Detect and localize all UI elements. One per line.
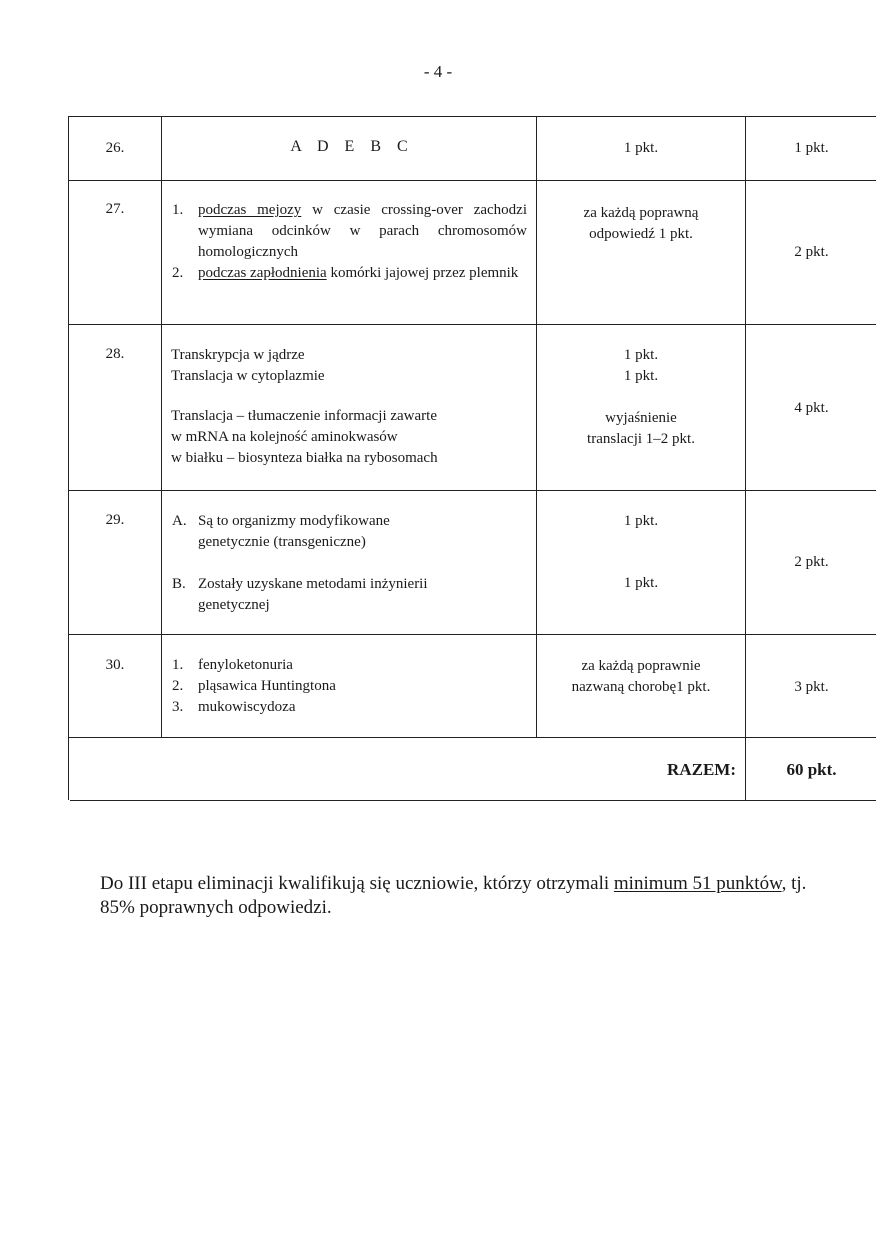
scoring-text: 1 pkt. bbox=[623, 513, 659, 529]
column-border bbox=[745, 116, 746, 800]
total-label: RAZEM: bbox=[667, 760, 736, 779]
scoring-line: wyjaśnienie bbox=[605, 410, 677, 426]
underlined-term: podczas zapłodnienia bbox=[198, 265, 327, 281]
answer-line: Translacja w cytoplazmie bbox=[171, 368, 325, 384]
question-number: 27. bbox=[105, 201, 125, 217]
item-number: 2. bbox=[172, 678, 184, 694]
scoring-line: odpowiedź 1 pkt. bbox=[589, 226, 693, 242]
column-border bbox=[536, 116, 537, 737]
item-text: Zostały uzyskane metodami inżynierii bbox=[198, 576, 428, 592]
item-number: 1. bbox=[172, 202, 184, 218]
item-text: genetycznej bbox=[198, 597, 270, 613]
scoring-line: 1 pkt. bbox=[623, 368, 659, 384]
qualification-note bbox=[100, 872, 840, 920]
underlined-term: podczas mejozy bbox=[198, 202, 302, 218]
item-text: komórki jajowej przez plemnik bbox=[326, 265, 519, 281]
list-item bbox=[172, 655, 532, 676]
answer-line: Transkrypcja w jądrze bbox=[171, 347, 305, 363]
item-number: 2. bbox=[172, 265, 184, 281]
list-item bbox=[172, 263, 527, 284]
answer-line: w mRNA na kolejność aminokwasów bbox=[171, 429, 398, 445]
answer-list bbox=[172, 511, 532, 616]
item-text: Są to organizmy modyfikowane bbox=[198, 513, 390, 529]
answer-list bbox=[172, 655, 532, 718]
item-text: pląsawica Huntingtona bbox=[198, 678, 336, 694]
scoring-text bbox=[538, 656, 744, 698]
scoring-text bbox=[538, 408, 744, 450]
row-border bbox=[70, 800, 876, 801]
points-total: 1 pkt. bbox=[794, 140, 829, 156]
question-number: 28. bbox=[105, 346, 125, 362]
row-border bbox=[68, 737, 876, 738]
item-text: w czasie crossing-over zachodzi wymiana odcinków w parach chromosomów homologicznych bbox=[198, 202, 527, 260]
note-text: Do III etapu eliminacji kwalifikują się uczniowie, którzy otrzymali bbox=[100, 873, 614, 894]
row-border bbox=[68, 324, 876, 325]
column-border bbox=[161, 116, 162, 737]
item-text: mukowiscydoza bbox=[198, 699, 296, 715]
column-border bbox=[68, 116, 69, 800]
scoring-line: nazwaną chorobę1 pkt. bbox=[571, 679, 711, 695]
answer-line: Translacja – tłumaczenie informacji zawarte bbox=[171, 408, 437, 424]
scoring-line: za każdą poprawnie bbox=[581, 658, 701, 674]
points-total: 4 pkt. bbox=[794, 400, 829, 416]
item-text: fenyloketonuria bbox=[198, 657, 293, 673]
points-total: 2 pkt. bbox=[794, 554, 829, 570]
item-letter: A. bbox=[172, 513, 187, 529]
list-item bbox=[172, 697, 532, 718]
question-number: 30. bbox=[105, 657, 125, 673]
question-number: 26. bbox=[105, 140, 125, 156]
item-number: 1. bbox=[172, 657, 184, 673]
scoring-text: 1 pkt. bbox=[623, 140, 659, 156]
question-number: 29. bbox=[105, 512, 125, 528]
answer-text: A D E B C bbox=[290, 138, 408, 155]
item-letter: B. bbox=[172, 576, 186, 592]
scoring-line: translacji 1–2 pkt. bbox=[587, 431, 695, 447]
list-item bbox=[172, 200, 527, 263]
scoring-line: za każdą poprawną bbox=[583, 205, 699, 221]
note-text: , tj. 85% poprawnych odpowiedzi. bbox=[100, 873, 807, 918]
list-item bbox=[172, 511, 532, 553]
points-total: 3 pkt. bbox=[794, 679, 829, 695]
scoring-text bbox=[538, 203, 744, 245]
answer-text bbox=[171, 345, 533, 387]
answer-line: w białku – biosynteza białka na rybosomach bbox=[171, 450, 438, 466]
points-total: 2 pkt. bbox=[794, 244, 829, 260]
page-number: - 4 - bbox=[423, 62, 453, 81]
item-number: 3. bbox=[172, 699, 184, 715]
row-border bbox=[68, 116, 876, 117]
row-border bbox=[68, 180, 876, 181]
scoring-line: 1 pkt. bbox=[623, 347, 659, 363]
item-text: genetycznie (transgeniczne) bbox=[198, 534, 366, 550]
scoring-text bbox=[538, 345, 744, 387]
note-underlined: minimum 51 punktów bbox=[613, 873, 782, 894]
answer-list bbox=[172, 200, 527, 284]
row-border bbox=[68, 490, 876, 491]
answer-text bbox=[171, 406, 533, 469]
scoring-text: 1 pkt. bbox=[623, 575, 659, 591]
list-item bbox=[172, 574, 532, 616]
grand-total: 60 pkt. bbox=[786, 760, 837, 779]
list-item bbox=[172, 676, 532, 697]
row-border bbox=[68, 634, 876, 635]
